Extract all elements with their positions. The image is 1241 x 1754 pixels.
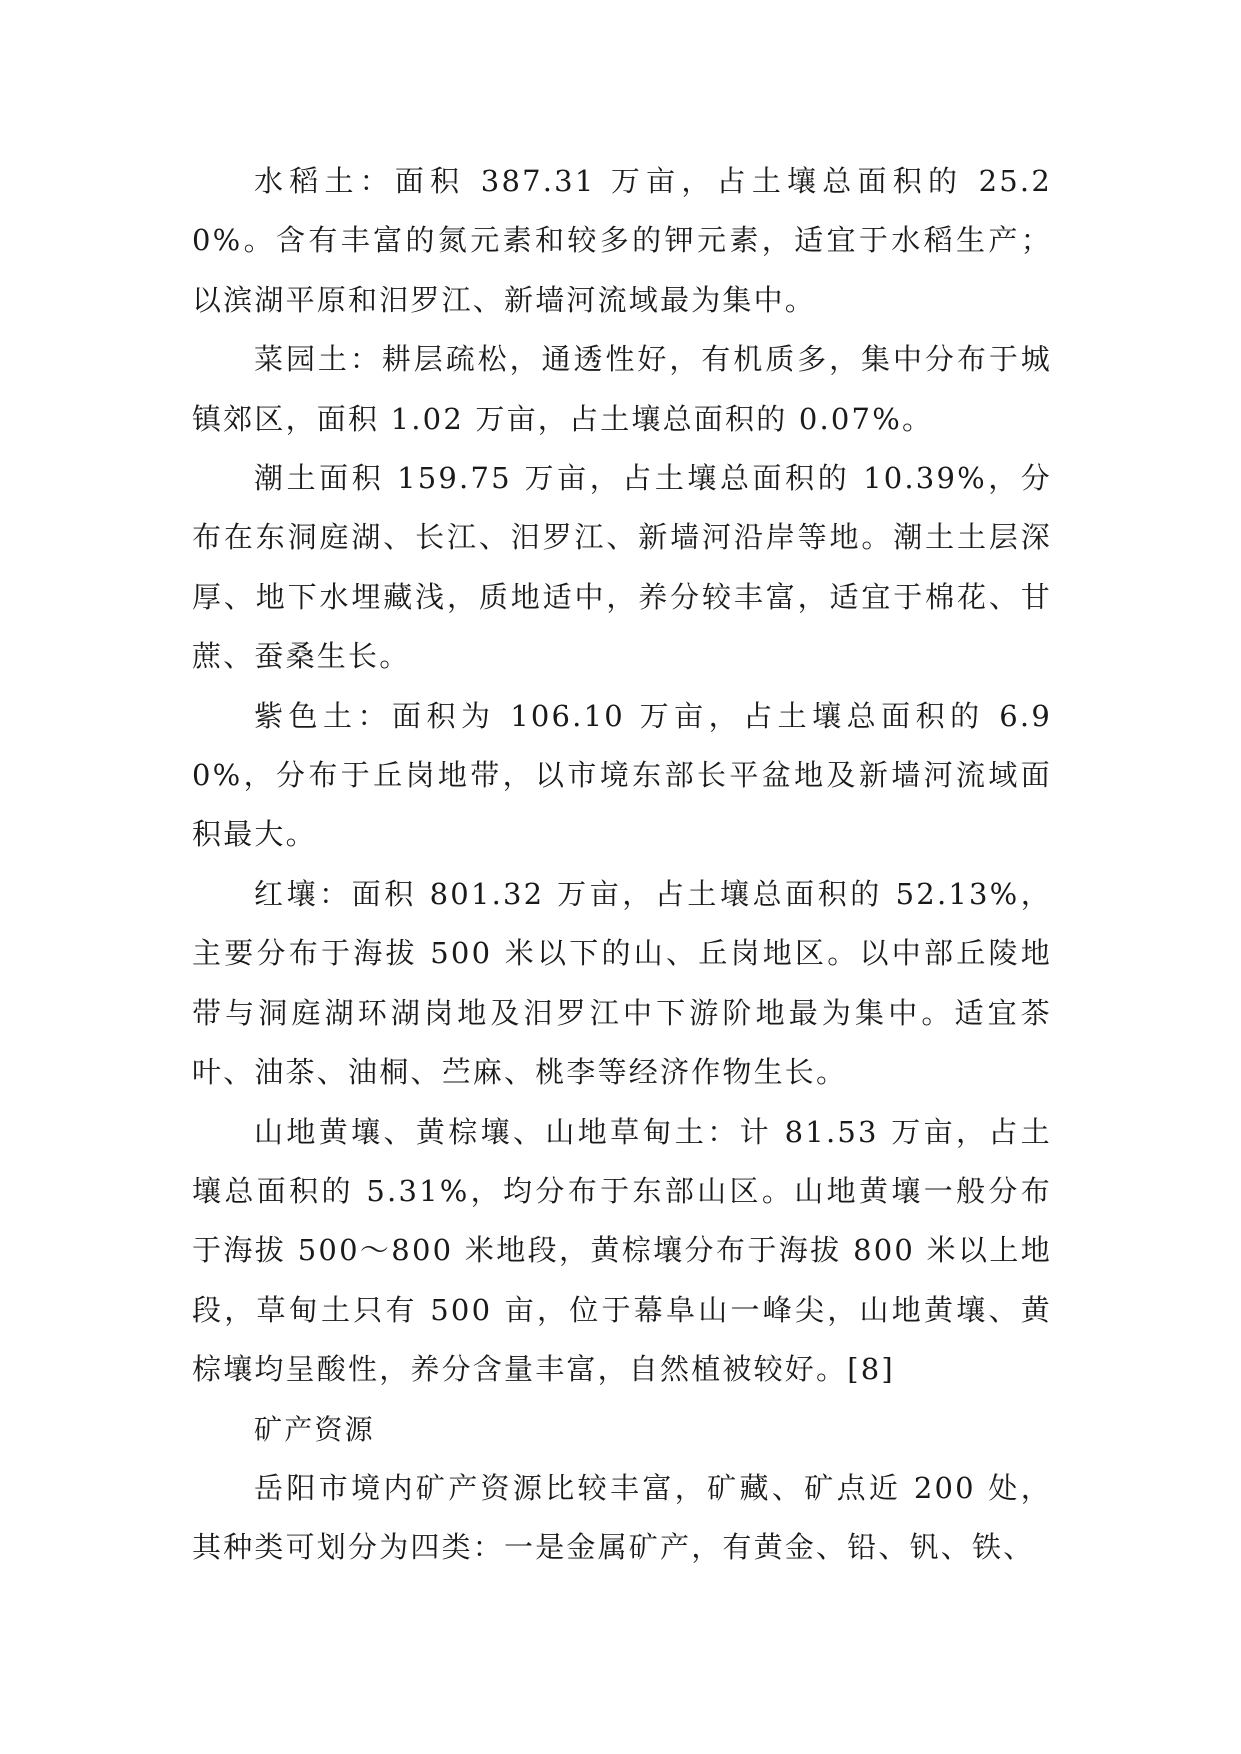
paragraph-red-soil: 红壤：面积 801.32 万亩，占土壤总面积的 52.13%，主要分布于海拔 500 米以下的山、丘岗地区。以中部丘陵地带与洞庭湖环湖岗地及汨罗江中下游阶地最为集中。适宜茶叶、油茶、油桐、苎麻、桃李等经济作物生长。 <box>192 876 1052 1090</box>
paragraph-mountain-yellow-soil: 山地黄壤、黄棕壤、山地草甸土：计 81.53 万亩，占土壤总面积的 5.31%，均分布于东部山区。山地黄壤一般分布于海拔 500～800 米地段，黄棕壤分布于海拔 800 米以上地段，草甸土只有 500 亩，位于幕阜山一峰尖，山地黄壤、黄棕壤均呈酸性，养分含量丰富，自然植被较好。[8] <box>192 1114 1052 1387</box>
section-heading-mineral-resources: 矿产资源 <box>254 1412 375 1446</box>
paragraph-purple-soil: 紫色土：面积为 106.10 万亩，占土壤总面积的 6.90%，分布于丘岗地带，以市境东部长平盆地及新墙河流域面积最大。 <box>192 698 1052 852</box>
paragraph-vegetable-soil: 菜园土：耕层疏松，通透性好，有机质多，集中分布于城镇郊区，面积 1.02 万亩，占土壤总面积的 0.07%。 <box>192 342 1052 436</box>
body-text <box>192 152 1052 1578</box>
paragraph-mineral-resources: 岳阳市境内矿产资源比较丰富，矿藏、矿点近 200 处，其种类可划分为四类：一是金属矿产，有黄金、铅、钒、铁、 <box>192 1470 1052 1565</box>
paragraph-fluvo-aquic-soil: 潮土面积 159.75 万亩，占土壤总面积的 10.39%，分布在东洞庭湖、长江、汨罗江、新墙河沿岸等地。潮土土层深厚、地下水埋藏浅，质地适中，养分较丰富，适宜于棉花、甘蔗、蚕桑生长。 <box>192 461 1052 674</box>
paragraph-paddy-soil: 水稻土：面积 387.31 万亩，占土壤总面积的 25.20%。含有丰富的氮元素和较多的钾元素，适宜于水稻生产；以滨湖平原和汨罗江、新墙河流域最为集中。 <box>192 164 1052 317</box>
